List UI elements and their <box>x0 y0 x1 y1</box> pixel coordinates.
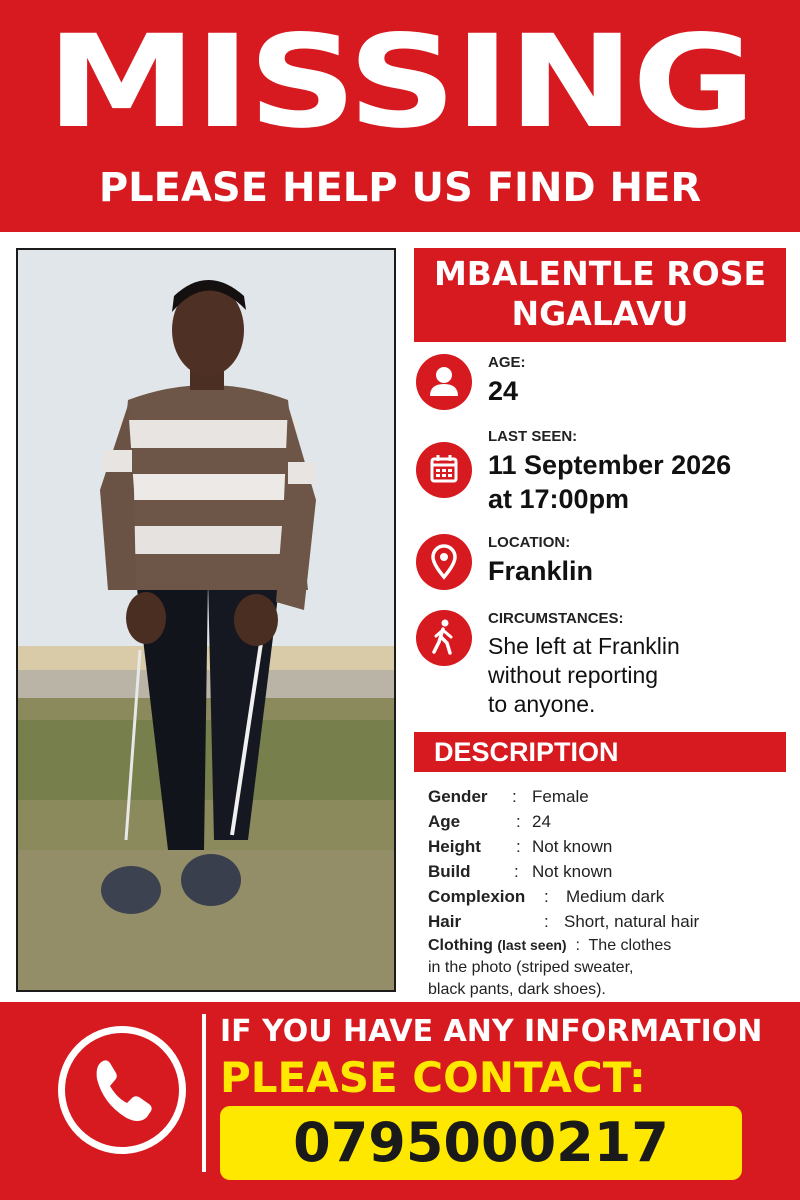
desc-value: Female <box>532 787 589 806</box>
poster-title: MISSING <box>46 8 754 157</box>
person-icon <box>416 354 472 410</box>
last-seen-label: LAST SEEN: <box>488 428 578 445</box>
circumstances-line2: without reporting <box>488 662 659 688</box>
desc-row-complexion <box>428 884 786 909</box>
location-label: LOCATION: <box>488 534 571 551</box>
contact-footer <box>0 1002 800 1200</box>
desc-row-hair <box>428 909 786 934</box>
phone-number[interactable]: 0795000217 <box>220 1106 742 1180</box>
desc-row-clothing <box>428 934 728 1001</box>
desc-row-gender <box>428 784 786 809</box>
walking-person-icon <box>416 610 472 666</box>
contact-line: PLEASE CONTACT: <box>220 1053 646 1102</box>
location-value: Franklin <box>488 556 594 586</box>
details-panel <box>0 232 800 1002</box>
desc-key: Hair <box>428 912 462 931</box>
desc-key: Height <box>428 837 481 856</box>
clothing-key-text: Clothing <box>428 937 493 954</box>
footer-divider <box>202 1014 206 1172</box>
missing-person-photo <box>16 248 396 992</box>
desc-separator: : <box>571 937 585 954</box>
clothing-qualifier: (last seen) <box>497 937 567 953</box>
desc-value: Not known <box>532 862 613 881</box>
description-list <box>428 784 786 1001</box>
desc-value: 24 <box>532 812 551 831</box>
desc-row-build <box>428 859 786 884</box>
fact-circumstances <box>414 610 786 726</box>
desc-separator: : <box>516 812 521 831</box>
last-seen-value <box>488 448 788 516</box>
person-name-line2: NGALAVU <box>511 294 689 333</box>
description-heading: DESCRIPTION <box>414 732 786 772</box>
age-label: AGE: <box>488 354 526 371</box>
desc-value: Not known <box>532 837 613 856</box>
calendar-icon <box>416 442 472 498</box>
desc-key: Gender <box>428 787 488 806</box>
last-seen-date: 11 September 2026 <box>488 450 732 480</box>
age-value: 24 <box>488 376 519 406</box>
circumstances-line1: She left at Franklin <box>488 633 680 659</box>
desc-row-height <box>428 834 786 859</box>
clothing-key <box>428 937 567 954</box>
desc-key: Build <box>428 862 471 881</box>
info-line: IF YOU HAVE ANY INFORMATION <box>220 1014 763 1049</box>
circumstances-label: CIRCUMSTANCES: <box>488 610 624 627</box>
phone-icon <box>58 1026 186 1154</box>
clothing-line2: in the photo (striped sweater, <box>428 959 634 976</box>
desc-row-age <box>428 809 786 834</box>
circumstances-line3: to anyone. <box>488 691 596 717</box>
desc-key: Complexion <box>428 887 526 906</box>
desc-key: Age <box>428 812 461 831</box>
clothing-line1: The clothes <box>588 937 672 954</box>
desc-separator: : <box>544 912 549 931</box>
clothing-line3: black pants, dark shoes). <box>428 981 606 998</box>
location-pin-icon <box>416 534 472 590</box>
person-name-box <box>414 248 786 342</box>
desc-value: Medium dark <box>566 887 665 906</box>
poster-subtitle: PLEASE HELP US FIND HER <box>98 165 702 211</box>
circumstances-value <box>488 632 788 719</box>
fact-last-seen <box>414 428 786 528</box>
fact-age <box>414 354 786 418</box>
person-name-line1: MBALENTLE ROSE <box>433 254 767 293</box>
desc-separator: : <box>514 862 519 881</box>
desc-value: Short, natural hair <box>564 912 700 931</box>
last-seen-time: at 17:00pm <box>488 484 630 514</box>
desc-separator: : <box>512 787 517 806</box>
desc-separator: : <box>516 837 521 856</box>
fact-location <box>414 534 786 598</box>
desc-separator: : <box>544 887 549 906</box>
poster-header <box>0 0 800 232</box>
